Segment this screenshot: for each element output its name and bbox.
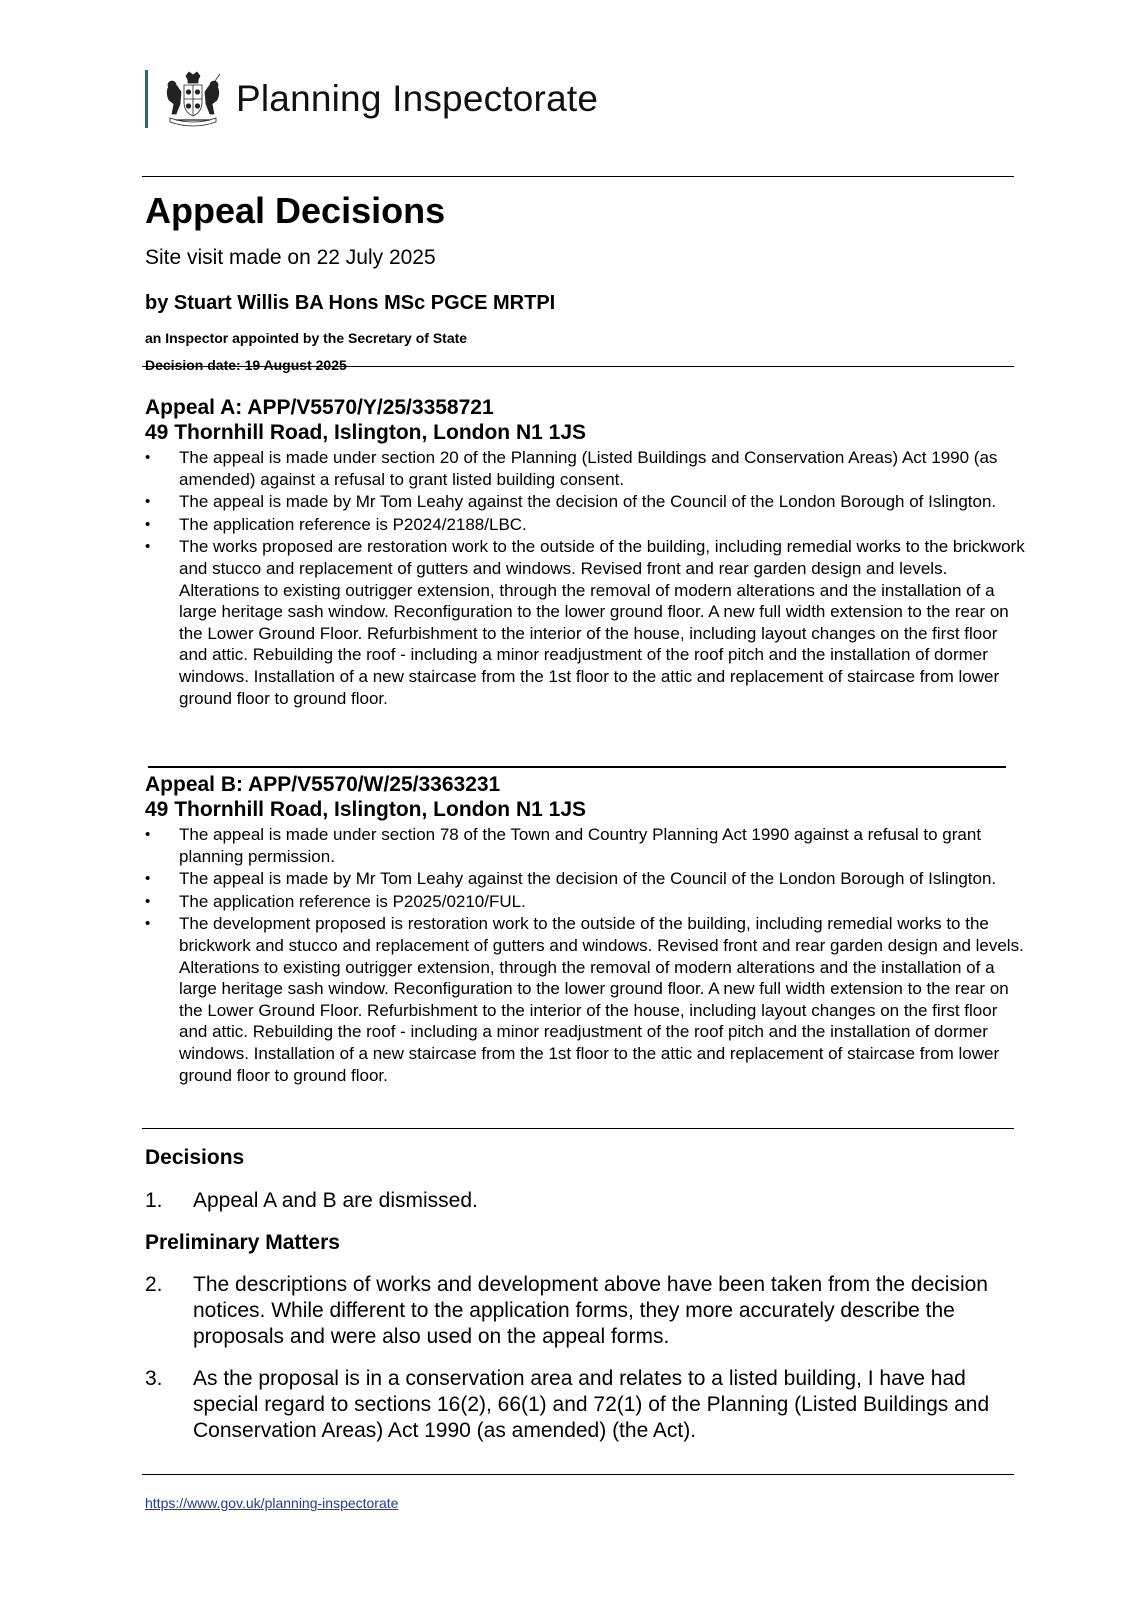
appeals-end-divider	[142, 1128, 1014, 1129]
inspector-name: by Stuart Willis BA Hons MSc PGCE MRTPI	[145, 292, 556, 314]
paragraph-text: As the proposal is in a conservation area and relates to a listed building, I have had special regard to sections 16(2), 66(1) and 72(1) of the Planning (Listed Buildings and Conservation Areas) Act 1990 (as amended) (the Act).	[193, 1367, 990, 1442]
paragraph-number: 1.	[145, 1189, 163, 1212]
preliminary-paragraph-2	[145, 1272, 1005, 1350]
list-item: • The development proposed is restoration work to the outside of the building, including remedial works to the brickwork and stucco and replacement of gutters and windows. Revised front and rear garden design and levels. Alterations to existing outrigger extension, through the removal of modern alterations and the installation of a large heritage sash window. Reconfiguration to the lower ground floor. A new full width extension to the rear on the Lower Ground Floor. Refurbishment to the interior of the house, including layout changes on the first floor and attic. Rebuilding the roof - including a minor readjustment of the roof pitch and the installation of dormer windows. Installation of a new staircase from the 1st floor to the attic and replacement of staircase from lower ground floor to ground floor.	[145, 913, 1025, 1086]
list-item: • The application reference is P2025/0210/FUL.	[145, 891, 1025, 913]
appeal-b-details	[145, 824, 1025, 1086]
inspector-appointment: an Inspector appointed by the Secretary of State	[145, 330, 468, 346]
preliminary-matters-heading: Preliminary Matters	[145, 1231, 340, 1254]
list-item: • The appeal is made under section 20 of the Planning (Listed Buildings and Conservation Areas) Act 1990 (as amended) against a refusal to grant listed building consent.	[145, 447, 1025, 490]
paragraph-number: 3.	[145, 1367, 163, 1390]
list-item: • The application reference is P2024/2188/LBC.	[145, 514, 1025, 536]
footer-divider	[142, 1474, 1014, 1475]
paragraph-number: 2.	[145, 1273, 163, 1296]
header-divider	[142, 176, 1014, 177]
list-item: • The appeal is made under section 78 of the Town and Country Planning Act 1990 against a refusal to grant planning permission.	[145, 824, 1025, 867]
details-divider	[142, 366, 1014, 367]
appeal-a-section	[145, 395, 1025, 710]
appeal-a-details	[145, 447, 1025, 709]
decision-paragraph-1	[145, 1188, 1005, 1214]
logo-accent-bar	[145, 70, 148, 128]
preliminary-paragraph-3	[145, 1366, 1005, 1444]
footer-website-link[interactable]: https://www.gov.uk/planning-inspectorate	[145, 1495, 399, 1511]
appeal-divider	[148, 766, 1006, 768]
appeal-a-address: 49 Thornhill Road, Islington, London N1 1JS	[145, 421, 587, 444]
list-item: • The works proposed are restoration work to the outside of the building, including remedial works to the brickwork and stucco and replacement of gutters and windows. Revised front and rear garden design and levels. Alterations to existing outrigger extension, through the removal of modern alterations and the installation of a large heritage sash window. Reconfiguration to the lower ground floor. A new full width extension to the rear on the Lower Ground Floor. Refurbishment to the interior of the house, including layout changes on the first floor and attic. Rebuilding the roof - including a minor readjustment of the roof pitch and the installation of dormer windows. Installation of a new staircase from the 1st floor to the attic and replacement of staircase from lower ground floor to ground floor.	[145, 536, 1025, 709]
list-item: • The appeal is made by Mr Tom Leahy against the decision of the Council of the London Borough of Islington.	[145, 868, 1025, 890]
royal-coat-of-arms-icon	[162, 70, 224, 128]
paragraph-text: Appeal A and B are dismissed.	[193, 1189, 478, 1212]
page-title: Appeal Decisions	[145, 190, 446, 231]
decisions-heading: Decisions	[145, 1146, 245, 1169]
appeal-b-reference: Appeal B: APP/V5570/W/25/3363231	[145, 773, 501, 796]
organisation-name: Planning Inspectorate	[236, 78, 599, 119]
appeal-b-address: 49 Thornhill Road, Islington, London N1 1JS	[145, 798, 587, 821]
paragraph-text: The descriptions of works and development above have been taken from the decision notices. While different to the application forms, they more accurately describe the proposals and were also used on the appeal forms.	[193, 1273, 988, 1348]
site-visit-date: Site visit made on 22 July 2025	[145, 246, 436, 269]
appeal-b-section	[145, 772, 1025, 1087]
organisation-logo	[145, 70, 598, 128]
appeal-a-reference: Appeal A: APP/V5570/Y/25/3358721	[145, 396, 494, 419]
list-item: • The appeal is made by Mr Tom Leahy against the decision of the Council of the London Borough of Islington.	[145, 491, 1025, 513]
decision-date: Decision date: 19 August 2025	[145, 357, 347, 373]
